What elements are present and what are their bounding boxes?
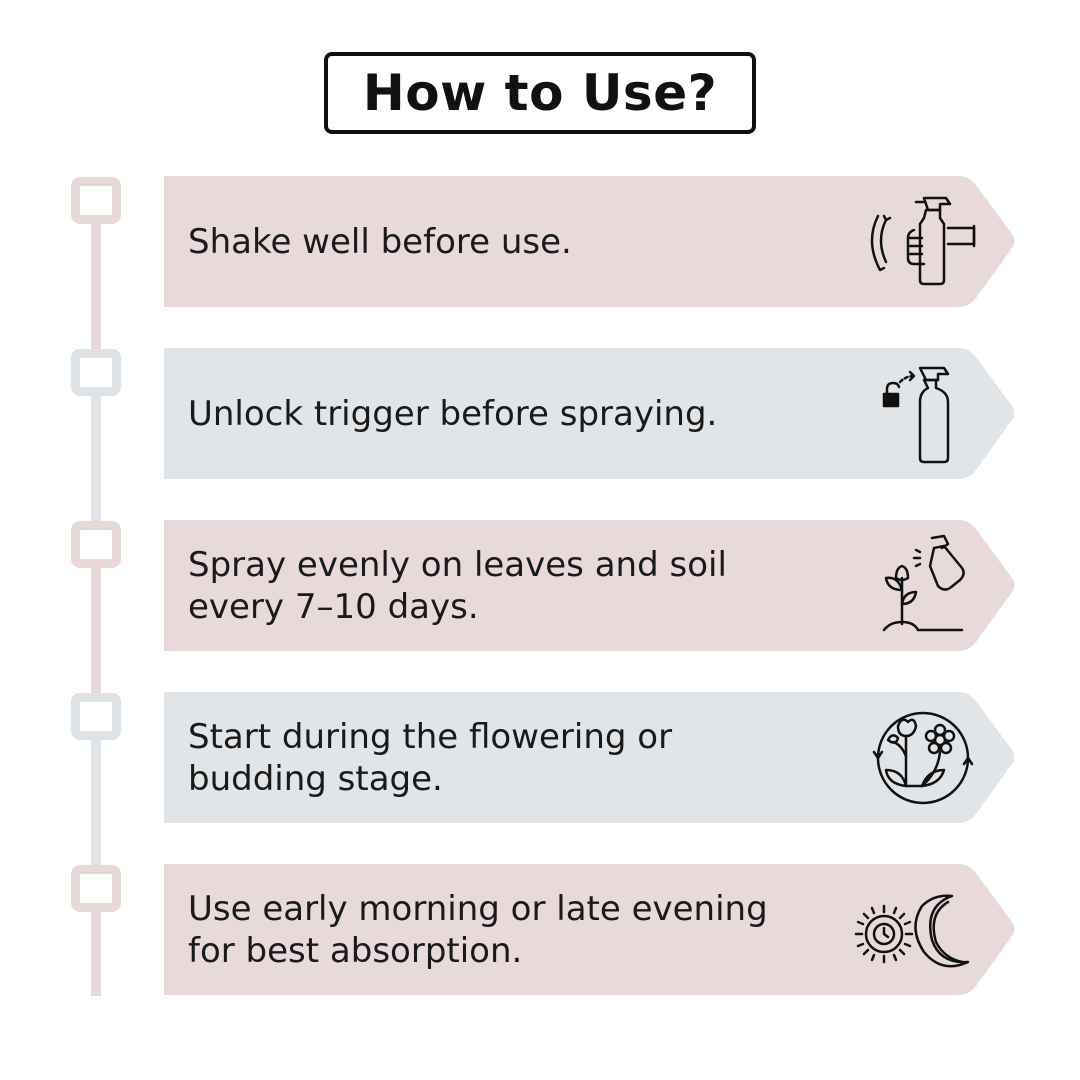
step-text-1: Shake well before use. [188, 221, 572, 262]
step-card-4 [164, 692, 1016, 823]
step-text-5: Use early morning or late evening for best absorption. [188, 888, 768, 971]
step-checkbox-2 [71, 349, 121, 396]
step-text-2: Unlock trigger before spraying. [188, 393, 718, 434]
step-card-2 [164, 348, 1016, 479]
step-checkbox-1 [71, 177, 121, 224]
timeline-rail-2 [91, 372, 101, 544]
unlock-spray-bottle-icon [876, 362, 976, 466]
step-checkbox-5 [71, 865, 121, 912]
spray-plant-icon [876, 534, 976, 638]
step-checkbox-3 [71, 521, 121, 568]
step-card-1 [164, 176, 1016, 307]
step-card-5 [164, 864, 1016, 995]
timeline-rail-1 [91, 200, 101, 372]
step-checkbox-4 [71, 693, 121, 740]
timeline-rail-3 [91, 544, 101, 716]
title-box [324, 52, 756, 134]
step-text-4: Start during the flowering or budding stage. [188, 716, 673, 799]
step-card-3 [164, 520, 1016, 651]
timeline-rail-4 [91, 716, 101, 888]
page-title: How to Use? [362, 64, 718, 122]
step-text-3: Spray evenly on leaves and soil every 7–10 days. [188, 544, 727, 627]
flower-cycle-icon [868, 706, 978, 810]
shake-spray-bottle-icon [864, 190, 984, 294]
sun-moon-icon [852, 878, 982, 982]
